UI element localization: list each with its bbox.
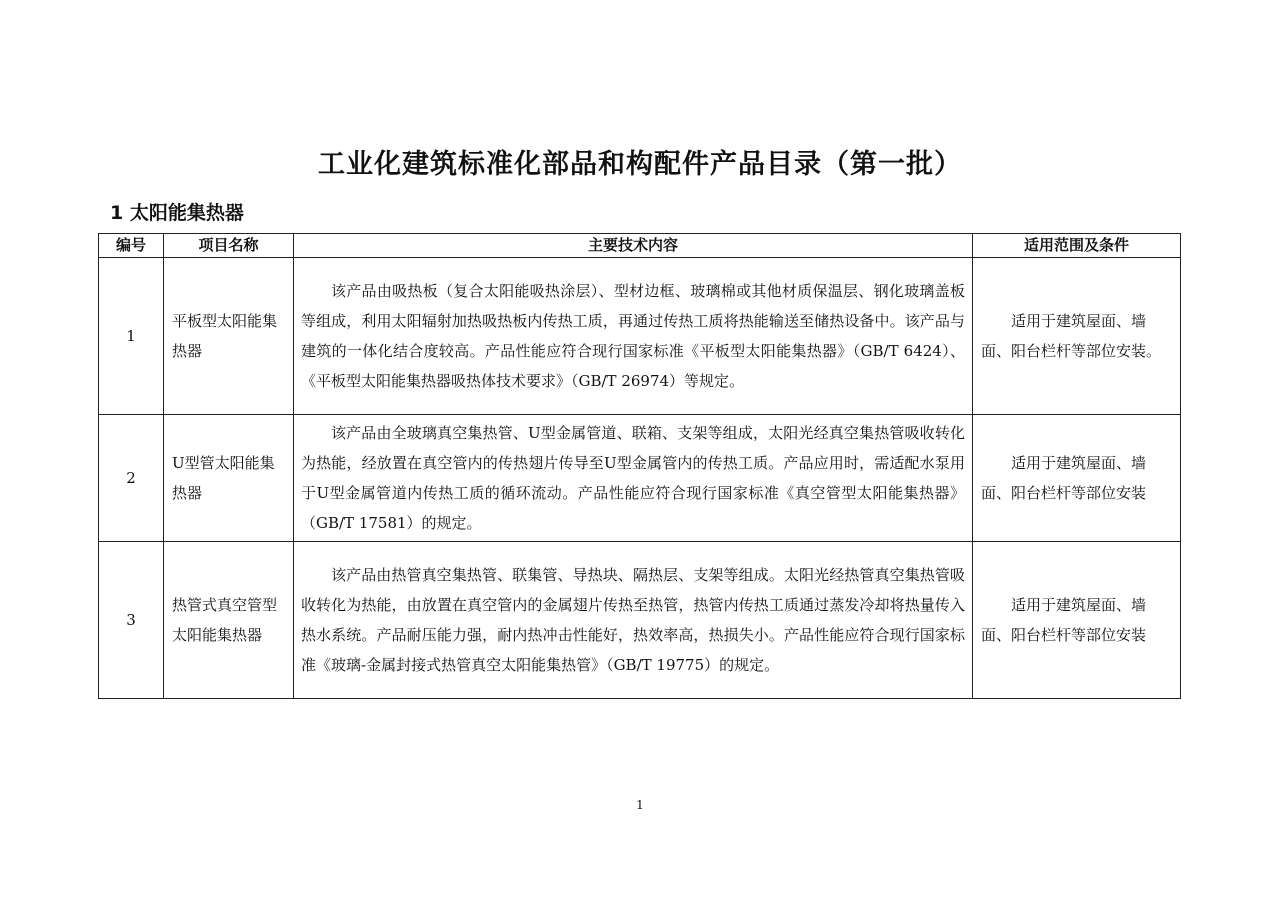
row-tech-content: 该产品由吸热板（复合太阳能吸热涂层）、型材边框、玻璃棉或其他材质保温层、钢化玻璃盖板等组成，利用太阳辐射加热吸热板内传热工质，再通过传热工质将热能输送至储热设备中。该产品与建筑的一体化结合度较高。产品性能应符合现行国家标准《平板型太阳能集热器》（GB/T 6424）、《平板型太阳能集热器吸热体技术要求》（GB/T 26974）等规定。 [294, 258, 973, 415]
row-tech-content: 该产品由热管真空集热管、联集管、导热块、隔热层、支架等组成。太阳光经热管真空集热管吸收转化为热能，由放置在真空管内的金属翅片传热至热管，热管内传热工质通过蒸发冷却将热量传入热水系统。产品耐压能力强，耐内热冲击性能好，热效率高，热损失小。产品性能应符合现行国家标准《玻璃-金属封接式热管真空太阳能集热管》（GB/T 19775）的规定。 [294, 542, 973, 699]
table-header-row [99, 234, 1181, 258]
row-item-name: U型管太阳能集热器 [164, 415, 294, 542]
table-row [99, 415, 1181, 542]
table-row [99, 258, 1181, 415]
header-tech-content: 主要技术内容 [294, 234, 973, 258]
row-item-name: 平板型太阳能集热器 [164, 258, 294, 415]
page-title: 工业化建筑标准化部品和构配件产品目录（第一批） [318, 149, 962, 180]
page-number: 1 [636, 798, 644, 812]
table-row [99, 542, 1181, 699]
row-item-name: 热管式真空管型太阳能集热器 [164, 542, 294, 699]
row-number: 1 [99, 258, 164, 415]
row-scope: 适用于建筑屋面、墙面、阳台栏杆等部位安装 [973, 415, 1181, 542]
row-tech-content: 该产品由全玻璃真空集热管、U型金属管道、联箱、支架等组成，太阳光经真空集热管吸收转化为热能，经放置在真空管内的传热翅片传导至U型金属管内的传热工质。产品应用时，需适配水泵用于U型金属管道内传热工质的循环流动。产品性能应符合现行国家标准《真空管型太阳能集热器》（GB/T 17581）的规定。 [294, 415, 973, 542]
product-table [98, 233, 1181, 699]
row-number: 2 [99, 415, 164, 542]
row-number: 3 [99, 542, 164, 699]
row-scope: 适用于建筑屋面、墙面、阳台栏杆等部位安装 [973, 542, 1181, 699]
header-scope: 适用范围及条件 [973, 234, 1181, 258]
row-scope: 适用于建筑屋面、墙面、阳台栏杆等部位安装。 [973, 258, 1181, 415]
header-item-name: 项目名称 [164, 234, 294, 258]
section-heading: 1 太阳能集热器 [110, 202, 244, 224]
header-number: 编号 [99, 234, 164, 258]
